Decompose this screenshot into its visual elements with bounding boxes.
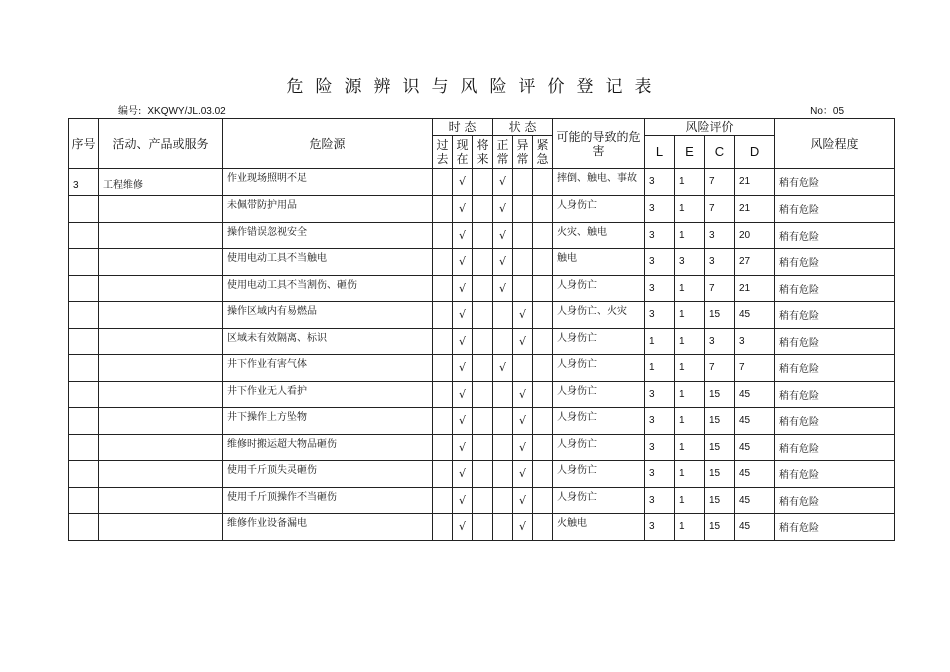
cell-tense-mark: √ <box>453 196 473 223</box>
cell-level: 稍有危险 <box>775 514 895 541</box>
table-row <box>69 275 895 302</box>
cell-seq <box>69 328 99 355</box>
col-header-seq: 序号 <box>69 119 99 169</box>
cell-c: 7 <box>705 355 735 382</box>
cell-hazard: 维修时搬运超大物品砸伤 <box>223 434 433 461</box>
cell-tense-mark <box>433 461 453 488</box>
cell-activity <box>99 514 223 541</box>
cell-level: 稍有危险 <box>775 328 895 355</box>
cell-tense-mark <box>473 222 493 249</box>
cell-tense-mark <box>473 302 493 329</box>
cell-c: 15 <box>705 381 735 408</box>
cell-d: 27 <box>735 249 775 276</box>
cell-level: 稍有危险 <box>775 381 895 408</box>
cell-d: 45 <box>735 408 775 435</box>
cell-tense-mark <box>433 222 453 249</box>
cell-tense-mark <box>473 514 493 541</box>
cell-state-mark: √ <box>493 222 513 249</box>
cell-tense-mark <box>433 169 453 196</box>
cell-state-mark: √ <box>493 355 513 382</box>
cell-l: 3 <box>645 302 675 329</box>
cell-seq <box>69 302 99 329</box>
cell-level: 稍有危险 <box>775 302 895 329</box>
col-header-state-group: 状 态 <box>493 119 553 136</box>
cell-e: 1 <box>675 514 705 541</box>
cell-e: 1 <box>675 461 705 488</box>
cell-tense-mark: √ <box>453 222 473 249</box>
cell-state-mark <box>493 328 513 355</box>
cell-tense-mark <box>433 302 453 329</box>
cell-tense-mark <box>433 434 453 461</box>
cell-c: 15 <box>705 461 735 488</box>
cell-e: 1 <box>675 222 705 249</box>
cell-seq <box>69 461 99 488</box>
cell-level: 稍有危险 <box>775 434 895 461</box>
cell-activity <box>99 328 223 355</box>
cell-d: 3 <box>735 328 775 355</box>
cell-state-mark <box>493 434 513 461</box>
cell-tense-mark: √ <box>453 355 473 382</box>
cell-l: 3 <box>645 514 675 541</box>
cell-state-mark <box>533 461 553 488</box>
cell-seq <box>69 222 99 249</box>
cell-harm: 人身伤亡 <box>553 196 645 223</box>
cell-c: 3 <box>705 328 735 355</box>
cell-tense-mark <box>473 275 493 302</box>
table-row <box>69 461 895 488</box>
cell-seq <box>69 434 99 461</box>
col-header-activity: 活动、产品或服务 <box>99 119 223 169</box>
cell-l: 3 <box>645 275 675 302</box>
cell-activity <box>99 275 223 302</box>
cell-state-mark <box>533 302 553 329</box>
cell-level: 稍有危险 <box>775 275 895 302</box>
cell-state-mark <box>493 487 513 514</box>
cell-tense-mark: √ <box>453 514 473 541</box>
cell-tense-mark <box>473 434 493 461</box>
table-row <box>69 196 895 223</box>
cell-hazard: 使用电动工具不当触电 <box>223 249 433 276</box>
cell-state-mark <box>493 514 513 541</box>
cell-l: 3 <box>645 408 675 435</box>
cell-state-mark: √ <box>513 381 533 408</box>
cell-state-mark <box>533 169 553 196</box>
cell-seq <box>69 381 99 408</box>
cell-seq: 3 <box>69 169 99 196</box>
cell-tense-mark <box>433 196 453 223</box>
table-body <box>69 169 895 541</box>
cell-state-mark <box>533 487 553 514</box>
cell-level: 稍有危险 <box>775 487 895 514</box>
table-row <box>69 434 895 461</box>
cell-d: 45 <box>735 487 775 514</box>
table-row <box>69 408 895 435</box>
col-header-d: D <box>735 136 775 169</box>
cell-e: 1 <box>675 169 705 196</box>
cell-state-mark <box>513 355 533 382</box>
cell-tense-mark <box>473 355 493 382</box>
cell-hazard: 井下作业无人看护 <box>223 381 433 408</box>
table-row <box>69 249 895 276</box>
cell-harm: 人身伤亡、火灾 <box>553 302 645 329</box>
cell-c: 3 <box>705 249 735 276</box>
cell-l: 3 <box>645 169 675 196</box>
cell-e: 1 <box>675 302 705 329</box>
cell-activity <box>99 249 223 276</box>
cell-state-mark <box>533 222 553 249</box>
cell-state-mark: √ <box>513 514 533 541</box>
cell-state-mark <box>533 196 553 223</box>
cell-d: 20 <box>735 222 775 249</box>
cell-c: 15 <box>705 302 735 329</box>
cell-tense-mark <box>433 514 453 541</box>
cell-l: 3 <box>645 249 675 276</box>
cell-seq <box>69 408 99 435</box>
cell-harm: 人身伤亡 <box>553 328 645 355</box>
cell-state-mark: √ <box>513 487 533 514</box>
cell-hazard: 维修作业设备漏电 <box>223 514 433 541</box>
cell-state-mark <box>493 408 513 435</box>
cell-activity <box>99 381 223 408</box>
cell-tense-mark <box>433 249 453 276</box>
cell-activity <box>99 487 223 514</box>
cell-tense-mark: √ <box>453 249 473 276</box>
cell-state-mark <box>533 249 553 276</box>
cell-activity <box>99 355 223 382</box>
cell-state-mark: √ <box>513 461 533 488</box>
cell-e: 3 <box>675 249 705 276</box>
cell-tense-mark <box>433 408 453 435</box>
col-header-past: 过去 <box>433 136 453 169</box>
cell-tense-mark <box>433 487 453 514</box>
cell-e: 1 <box>675 355 705 382</box>
cell-l: 3 <box>645 222 675 249</box>
cell-d: 45 <box>735 514 775 541</box>
cell-state-mark <box>493 381 513 408</box>
col-header-future: 将来 <box>473 136 493 169</box>
cell-e: 1 <box>675 408 705 435</box>
table-row <box>69 302 895 329</box>
cell-level: 稍有危险 <box>775 355 895 382</box>
cell-c: 15 <box>705 434 735 461</box>
cell-state-mark <box>513 222 533 249</box>
cell-activity <box>99 222 223 249</box>
cell-tense-mark <box>473 408 493 435</box>
cell-tense-mark <box>473 169 493 196</box>
col-header-emergency: 紧急 <box>533 136 553 169</box>
cell-harm: 火灾、触电 <box>553 222 645 249</box>
table-row <box>69 514 895 541</box>
cell-harm: 触电 <box>553 249 645 276</box>
cell-level: 稍有危险 <box>775 249 895 276</box>
cell-seq <box>69 249 99 276</box>
cell-tense-mark: √ <box>453 487 473 514</box>
cell-activity <box>99 408 223 435</box>
cell-state-mark <box>533 514 553 541</box>
table-row <box>69 355 895 382</box>
cell-activity <box>99 461 223 488</box>
cell-d: 21 <box>735 196 775 223</box>
cell-l: 3 <box>645 434 675 461</box>
cell-hazard: 操作区域内有易燃品 <box>223 302 433 329</box>
document-code-value: XKQWY/JL.03.02 <box>147 106 226 117</box>
cell-state-mark <box>533 355 553 382</box>
cell-l: 3 <box>645 461 675 488</box>
col-header-harm: 可能的导致的危害 <box>553 119 645 169</box>
table-row <box>69 169 895 196</box>
cell-harm: 人身伤亡 <box>553 381 645 408</box>
cell-tense-mark: √ <box>453 461 473 488</box>
col-header-l: L <box>645 136 675 169</box>
document-code <box>118 102 226 117</box>
cell-tense-mark <box>473 249 493 276</box>
cell-c: 7 <box>705 169 735 196</box>
cell-tense-mark <box>433 275 453 302</box>
cell-hazard: 未佩带防护用品 <box>223 196 433 223</box>
cell-state-mark <box>533 328 553 355</box>
cell-level: 稍有危险 <box>775 222 895 249</box>
cell-state-mark: √ <box>493 169 513 196</box>
cell-state-mark <box>513 249 533 276</box>
cell-c: 15 <box>705 487 735 514</box>
cell-state-mark: √ <box>513 302 533 329</box>
cell-activity <box>99 434 223 461</box>
cell-activity <box>99 302 223 329</box>
cell-c: 7 <box>705 275 735 302</box>
cell-state-mark: √ <box>513 328 533 355</box>
cell-level: 稍有危险 <box>775 461 895 488</box>
document-code-label: 编号: <box>118 106 142 117</box>
cell-hazard: 区域未有效隔离、标识 <box>223 328 433 355</box>
col-header-tense-group: 时 态 <box>433 119 493 136</box>
cell-level: 稍有危险 <box>775 408 895 435</box>
cell-d: 7 <box>735 355 775 382</box>
cell-l: 3 <box>645 487 675 514</box>
cell-l: 3 <box>645 196 675 223</box>
cell-harm: 人身伤亡 <box>553 487 645 514</box>
cell-harm: 人身伤亡 <box>553 355 645 382</box>
cell-state-mark <box>533 408 553 435</box>
cell-state-mark: √ <box>493 275 513 302</box>
cell-state-mark <box>513 169 533 196</box>
hazard-register-table <box>68 118 895 541</box>
cell-harm: 人身伤亡 <box>553 408 645 435</box>
cell-state-mark <box>533 434 553 461</box>
cell-tense-mark: √ <box>453 275 473 302</box>
cell-tense-mark <box>473 381 493 408</box>
table-row <box>69 328 895 355</box>
cell-c: 3 <box>705 222 735 249</box>
cell-seq <box>69 196 99 223</box>
cell-hazard: 井下作业有害气体 <box>223 355 433 382</box>
cell-d: 21 <box>735 275 775 302</box>
cell-e: 1 <box>675 328 705 355</box>
cell-tense-mark <box>473 196 493 223</box>
cell-tense-mark <box>433 381 453 408</box>
cell-l: 1 <box>645 328 675 355</box>
cell-tense-mark <box>433 328 453 355</box>
cell-d: 45 <box>735 381 775 408</box>
cell-c: 7 <box>705 196 735 223</box>
cell-tense-mark <box>473 461 493 488</box>
cell-level: 稍有危险 <box>775 196 895 223</box>
table-row <box>69 381 895 408</box>
cell-seq <box>69 355 99 382</box>
cell-harm: 人身伤亡 <box>553 434 645 461</box>
cell-state-mark <box>493 302 513 329</box>
cell-d: 45 <box>735 434 775 461</box>
cell-tense-mark: √ <box>453 302 473 329</box>
col-header-present: 现在 <box>453 136 473 169</box>
col-header-c: C <box>705 136 735 169</box>
cell-l: 1 <box>645 355 675 382</box>
cell-hazard: 井下操作上方坠物 <box>223 408 433 435</box>
col-header-e: E <box>675 136 705 169</box>
col-header-abnormal: 异常 <box>513 136 533 169</box>
cell-tense-mark <box>433 355 453 382</box>
cell-state-mark: √ <box>513 408 533 435</box>
cell-c: 15 <box>705 514 735 541</box>
document-number: No：05 <box>810 106 844 117</box>
cell-tense-mark: √ <box>453 381 473 408</box>
cell-tense-mark: √ <box>453 328 473 355</box>
cell-seq <box>69 487 99 514</box>
cell-state-mark <box>533 275 553 302</box>
cell-tense-mark: √ <box>453 434 473 461</box>
cell-seq <box>69 514 99 541</box>
cell-tense-mark <box>473 328 493 355</box>
col-header-risk-group: 风险评价 <box>645 119 775 136</box>
cell-e: 1 <box>675 434 705 461</box>
cell-tense-mark: √ <box>453 169 473 196</box>
cell-harm: 人身伤亡 <box>553 461 645 488</box>
page-title: 危险源辨识与风险评价登记表 <box>286 77 664 97</box>
cell-harm: 人身伤亡 <box>553 275 645 302</box>
cell-harm: 摔倒、触电、事故 <box>553 169 645 196</box>
table-row <box>69 222 895 249</box>
cell-activity: 工程维修 <box>99 169 223 196</box>
cell-l: 3 <box>645 381 675 408</box>
col-header-normal: 正常 <box>493 136 513 169</box>
cell-state-mark: √ <box>513 434 533 461</box>
cell-e: 1 <box>675 196 705 223</box>
cell-d: 45 <box>735 302 775 329</box>
col-header-hazard: 危险源 <box>223 119 433 169</box>
cell-activity <box>99 196 223 223</box>
cell-seq <box>69 275 99 302</box>
col-header-level: 风险程度 <box>775 119 895 169</box>
cell-tense-mark <box>473 487 493 514</box>
cell-state-mark <box>513 196 533 223</box>
cell-d: 45 <box>735 461 775 488</box>
cell-c: 15 <box>705 408 735 435</box>
cell-harm: 火触电 <box>553 514 645 541</box>
cell-state-mark <box>533 381 553 408</box>
cell-e: 1 <box>675 275 705 302</box>
cell-hazard: 使用电动工具不当割伤、砸伤 <box>223 275 433 302</box>
cell-e: 1 <box>675 487 705 514</box>
cell-hazard: 作业现场照明不足 <box>223 169 433 196</box>
cell-level: 稍有危险 <box>775 169 895 196</box>
cell-e: 1 <box>675 381 705 408</box>
cell-state-mark: √ <box>493 249 513 276</box>
cell-state-mark: √ <box>493 196 513 223</box>
cell-hazard: 操作错误忽视安全 <box>223 222 433 249</box>
cell-state-mark <box>513 275 533 302</box>
cell-hazard: 使用千斤顶操作不当砸伤 <box>223 487 433 514</box>
cell-state-mark <box>493 461 513 488</box>
cell-hazard: 使用千斤顶失灵砸伤 <box>223 461 433 488</box>
cell-tense-mark: √ <box>453 408 473 435</box>
cell-d: 21 <box>735 169 775 196</box>
table-row <box>69 487 895 514</box>
